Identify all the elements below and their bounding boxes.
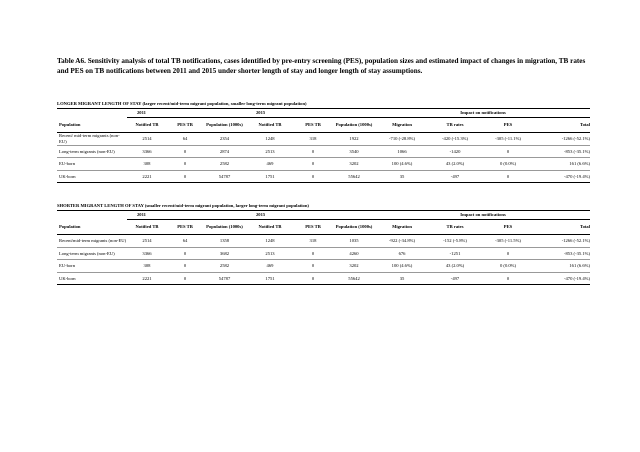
table-cell: 0 [294, 145, 332, 158]
table-cell: -152 (-5.8%) [428, 235, 482, 248]
table-cell: 43 (2.0%) [428, 158, 482, 171]
row-label: Long-term migrants (non-EU) [57, 145, 127, 158]
table-cell: 3202 [332, 260, 376, 273]
year-2011-header: 2011 [127, 109, 246, 118]
table-cell: 0 [294, 170, 332, 183]
table-cell: 1358 [203, 235, 246, 248]
year-2015-header: 2015 [246, 109, 376, 118]
col-header: PES TB [167, 220, 203, 235]
table-cell: 55642 [332, 170, 376, 183]
table-cell: 3366 [127, 145, 167, 158]
col-header: Population (1000s) [203, 220, 246, 235]
table-cell: 0 [167, 260, 203, 273]
table-cell: 469 [246, 158, 294, 171]
table-cell: 2514 [127, 235, 167, 248]
table-cell: 1248 [246, 235, 294, 248]
table-cell: -1251 [428, 247, 482, 260]
row-label: EU-born [57, 260, 127, 273]
table-cell: -420 (-15.3%) [428, 133, 482, 146]
section-title: LONGER MIGRANT LENGTH OF STAY (larger recent/mid-term migrant population, smaller long-term migrant population) [57, 101, 590, 109]
table-caption: Table A6. Sensitivity analysis of total TB notifications, cases identified by pre-entry screening (PES), population sizes and estimated impact of changes in migration, TB rates and PES on TB notifications between 2011 and 2015 under shorter length of stay and longer length of stay assumptions. [57, 57, 586, 75]
table-cell: 2513 [246, 145, 294, 158]
table-cell: 0 [482, 145, 534, 158]
table-cell: 54787 [203, 272, 246, 285]
col-header: TB rates [428, 220, 482, 235]
table-cell: 2874 [203, 145, 246, 158]
col-header: Population [57, 220, 127, 235]
row-label: Recent/mid-term migrants (non-EU) [57, 235, 127, 248]
table-cell: 0 [167, 158, 203, 171]
table-cell: 161 (6.6%) [534, 260, 590, 273]
table-cell: 2514 [127, 133, 167, 146]
table-cell: 1922 [332, 133, 376, 146]
col-header: Population (1000s) [332, 118, 376, 133]
col-header: PES [482, 220, 534, 235]
col-header: Migration [376, 220, 428, 235]
section-shorter-stay [57, 203, 590, 285]
table-cell: 0 [294, 158, 332, 171]
table-cell: -305 (-11.5%) [482, 235, 534, 248]
table-cell: 64 [167, 235, 203, 248]
table-cell: 0 (0.0%) [482, 260, 534, 273]
data-table [57, 109, 590, 183]
table-cell: 3202 [332, 158, 376, 171]
col-header: Total [534, 220, 590, 235]
table-cell: 0 [294, 247, 332, 260]
row-label: Long-term migrants (non-EU) [57, 247, 127, 260]
table-cell: 35 [376, 170, 428, 183]
table-cell: 2354 [203, 133, 246, 146]
table-cell: -305 (-11.1%) [482, 133, 534, 146]
table-cell: 3366 [127, 247, 167, 260]
table-row [57, 260, 590, 273]
table-cell: 100 (4.6%) [376, 260, 428, 273]
col-header: Population [57, 118, 127, 133]
table-cell: 55642 [332, 272, 376, 285]
table-row [57, 272, 590, 285]
table-cell: -1266 (-52.1%) [534, 235, 590, 248]
col-header: PES TB [294, 220, 332, 235]
table-cell: 308 [127, 260, 167, 273]
col-header: Notified TB [246, 220, 294, 235]
table-cell: -497 [428, 170, 482, 183]
table-cell: 1751 [246, 170, 294, 183]
table-cell: 318 [294, 235, 332, 248]
year-2011-header: 2011 [127, 211, 246, 220]
table-cell: 676 [376, 247, 428, 260]
col-header: PES TB [167, 118, 203, 133]
table-cell: 0 [294, 260, 332, 273]
col-header: Notified TB [127, 118, 167, 133]
impact-header: Impact on notifications [376, 109, 590, 118]
table-cell: 0 [167, 170, 203, 183]
table-cell: 308 [127, 158, 167, 171]
table-cell: 2582 [203, 260, 246, 273]
table-cell: -470 (-19.4%) [534, 272, 590, 285]
col-header: Population (1000s) [332, 220, 376, 235]
table-cell: 0 [294, 272, 332, 285]
table-cell: 3540 [332, 145, 376, 158]
col-header: Migration [376, 118, 428, 133]
table-row [57, 158, 590, 171]
table-cell: -1266 (-52.1%) [534, 133, 590, 146]
data-table [57, 211, 590, 285]
table-cell: -710 (-28.8%) [376, 133, 428, 146]
table-cell: -470 (-19.4%) [534, 170, 590, 183]
table-cell: 64 [167, 133, 203, 146]
col-header: TB rates [428, 118, 482, 133]
table-cell: 1248 [246, 133, 294, 146]
table-cell: 318 [294, 133, 332, 146]
col-header: Notified TB [127, 220, 167, 235]
row-label: Recent/ mid-term migrants (non-EU) [57, 133, 127, 146]
table-cell: 0 [482, 247, 534, 260]
row-label: UK-born [57, 272, 127, 285]
table-cell: 2513 [246, 247, 294, 260]
table-cell: 2221 [127, 272, 167, 285]
table-cell: 1066 [376, 145, 428, 158]
table-cell: 35 [376, 272, 428, 285]
table-cell: 43 (2.0%) [428, 260, 482, 273]
table-cell: 161 (6.6%) [534, 158, 590, 171]
col-header: PES TB [294, 118, 332, 133]
table-cell: 100 (4.6%) [376, 158, 428, 171]
table-cell: 0 [482, 170, 534, 183]
table-row [57, 133, 590, 146]
table-cell: 1751 [246, 272, 294, 285]
table-cell: -853 (-35.1%) [534, 247, 590, 260]
section-longer-stay [57, 101, 590, 183]
table-cell: -497 [428, 272, 482, 285]
row-label: EU-born [57, 158, 127, 171]
table-cell: 4260 [332, 247, 376, 260]
table-cell: 0 (0.0%) [482, 158, 534, 171]
table-cell: 0 [167, 145, 203, 158]
col-header: Total [534, 118, 590, 133]
table-cell: 2582 [203, 158, 246, 171]
col-header: PES [482, 118, 534, 133]
table-row [57, 235, 590, 248]
table-cell: -853 (-35.1%) [534, 145, 590, 158]
table-cell: -1420 [428, 145, 482, 158]
table-row [57, 145, 590, 158]
table-cell: 1035 [332, 235, 376, 248]
col-header: Notified TB [246, 118, 294, 133]
table-row [57, 247, 590, 260]
year-2015-header: 2015 [246, 211, 376, 220]
table-cell: 0 [167, 272, 203, 285]
table-cell: 2221 [127, 170, 167, 183]
table-cell: 3682 [203, 247, 246, 260]
section-title: SHORTER MIGRANT LENGTH OF STAY (smaller recent/mid-term migrant population, larger long-term migrant population) [57, 203, 590, 211]
table-cell: 0 [167, 247, 203, 260]
table-cell: 0 [482, 272, 534, 285]
col-header: Population (1000s) [203, 118, 246, 133]
table-cell: -922 (-34.8%) [376, 235, 428, 248]
table-row [57, 170, 590, 183]
impact-header: Impact on notifications [376, 211, 590, 220]
row-label: UK-born [57, 170, 127, 183]
table-cell: 469 [246, 260, 294, 273]
table-cell: 54787 [203, 170, 246, 183]
